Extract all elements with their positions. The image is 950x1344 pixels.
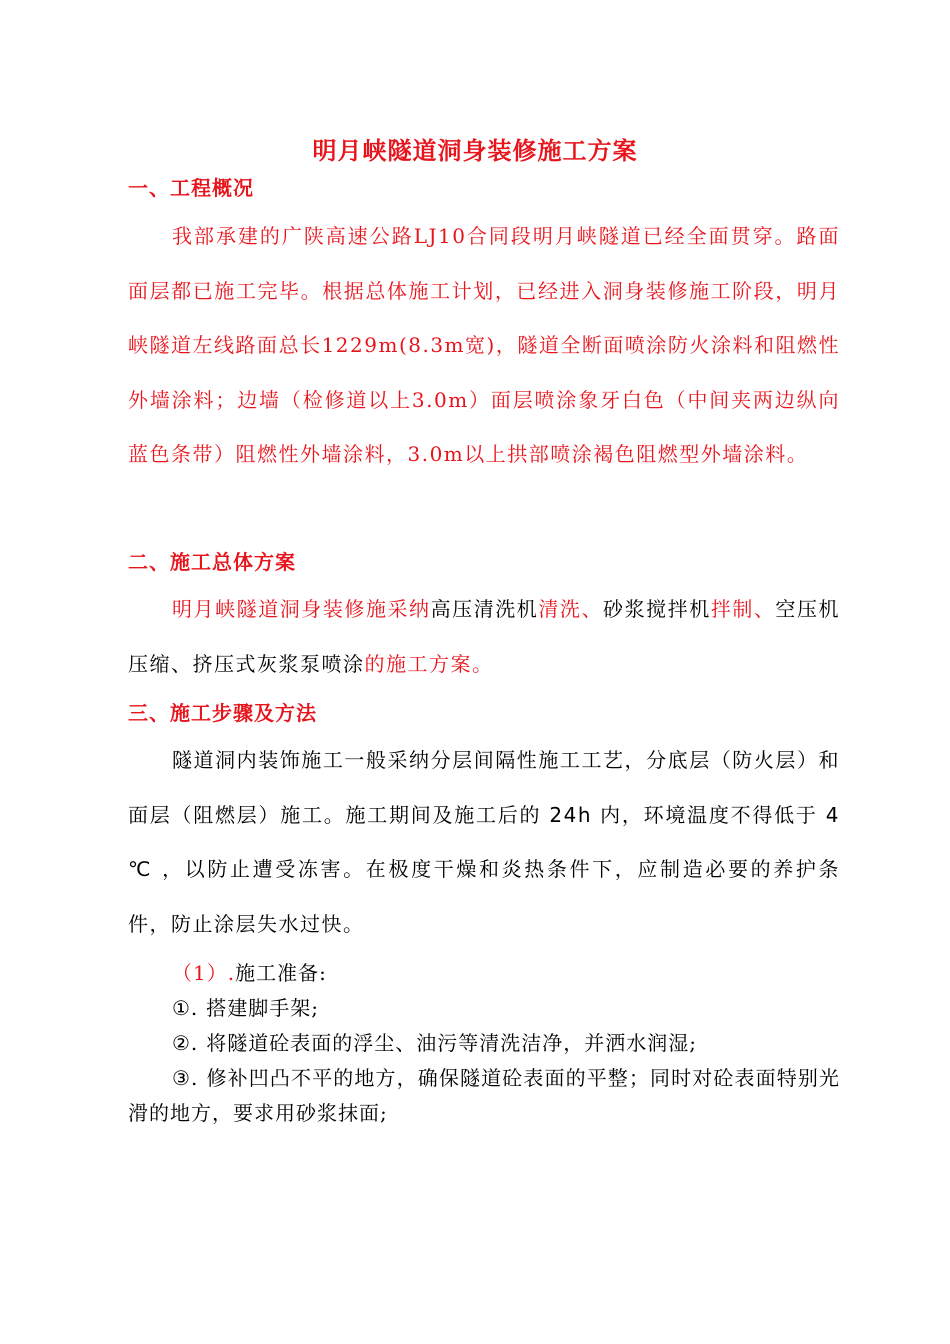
section1-heading: 一、工程概况 — [128, 176, 254, 200]
preparation-list — [128, 956, 840, 1131]
list-item-number: ②. — [172, 1031, 199, 1055]
section2-text-c: 清洗、 — [538, 597, 604, 621]
document-title: 明月峡隧道洞身装修施工方案 — [312, 136, 638, 165]
section3-paragraph — [128, 733, 840, 951]
section2-heading: 二、施工总体方案 — [128, 550, 296, 574]
list-item — [128, 991, 840, 1026]
section3-text-temp: 4 ℃ — [128, 802, 841, 881]
section2-text-a: 明月峡隧道洞身装修施采纳 — [172, 597, 431, 621]
section3-text-24h: 24h — [549, 802, 593, 827]
section2-text-b: 高压清洗机 — [430, 597, 539, 621]
section2-text-d: 砂浆搅拌机 — [603, 597, 711, 621]
section3-text-e: ，以防止遭受冻害。在极度干燥和炎热条件下，应制造必要的养护条件，防止涂层失水过快。 — [128, 857, 841, 936]
list-item-text: 将隧道砼表面的浮尘、油污等清洗洁净，并洒水润湿; — [206, 1031, 698, 1055]
list-item — [128, 1061, 840, 1131]
section3-text-a: 隧道洞内装饰施工一般采纳分层间隔性施工工艺，分底层（防火层）和面层（阻燃层）施工。施工期间及施工后的 — [128, 748, 840, 827]
list-item-text: 搭建脚手架; — [206, 996, 320, 1020]
section2-text-e: 拌制、 — [710, 597, 776, 621]
preparation-heading — [128, 956, 840, 991]
list-item-number: ③. — [172, 1066, 199, 1090]
list-item-number: ①. — [172, 996, 199, 1020]
section2-text-f: 空压机压缩、挤压式灰浆泵喷涂 — [128, 597, 841, 676]
section2-paragraph — [128, 582, 840, 691]
section2-text-g: 的施工方案。 — [364, 651, 494, 676]
preparation-label: 施工准备: — [235, 961, 327, 985]
section3-text-c: 内，环境温度不得低于 — [592, 802, 826, 827]
list-item-text: 修补凹凸不平的地方，确保隧道砼表面的平整；同时对砼表面特别光滑的地方，要求用砂浆抹面; — [128, 1066, 841, 1125]
preparation-number: （1）. — [172, 961, 236, 985]
section1-paragraph: 我部承建的广陕高速公路LJ10合同段明月峡隧道已经全面贯穿。路面面层都已施工完毕。根据总体施工计划，已经进入洞身装修施工阶段，明月峡隧道左线路面总长1229m(8.3m宽)，隧道全断面喷涂防火涂料和阻燃性外墙涂料；边墙（检修道以上3.0m）面层喷涂象牙白色（中间夹两边纵向蓝色条带）阻燃性外墙涂料，3.0m以上拱部喷涂褐色阻燃型外墙涂料。 — [128, 224, 840, 466]
section3-heading: 三、施工步骤及方法 — [128, 701, 317, 725]
list-item — [128, 1026, 840, 1061]
